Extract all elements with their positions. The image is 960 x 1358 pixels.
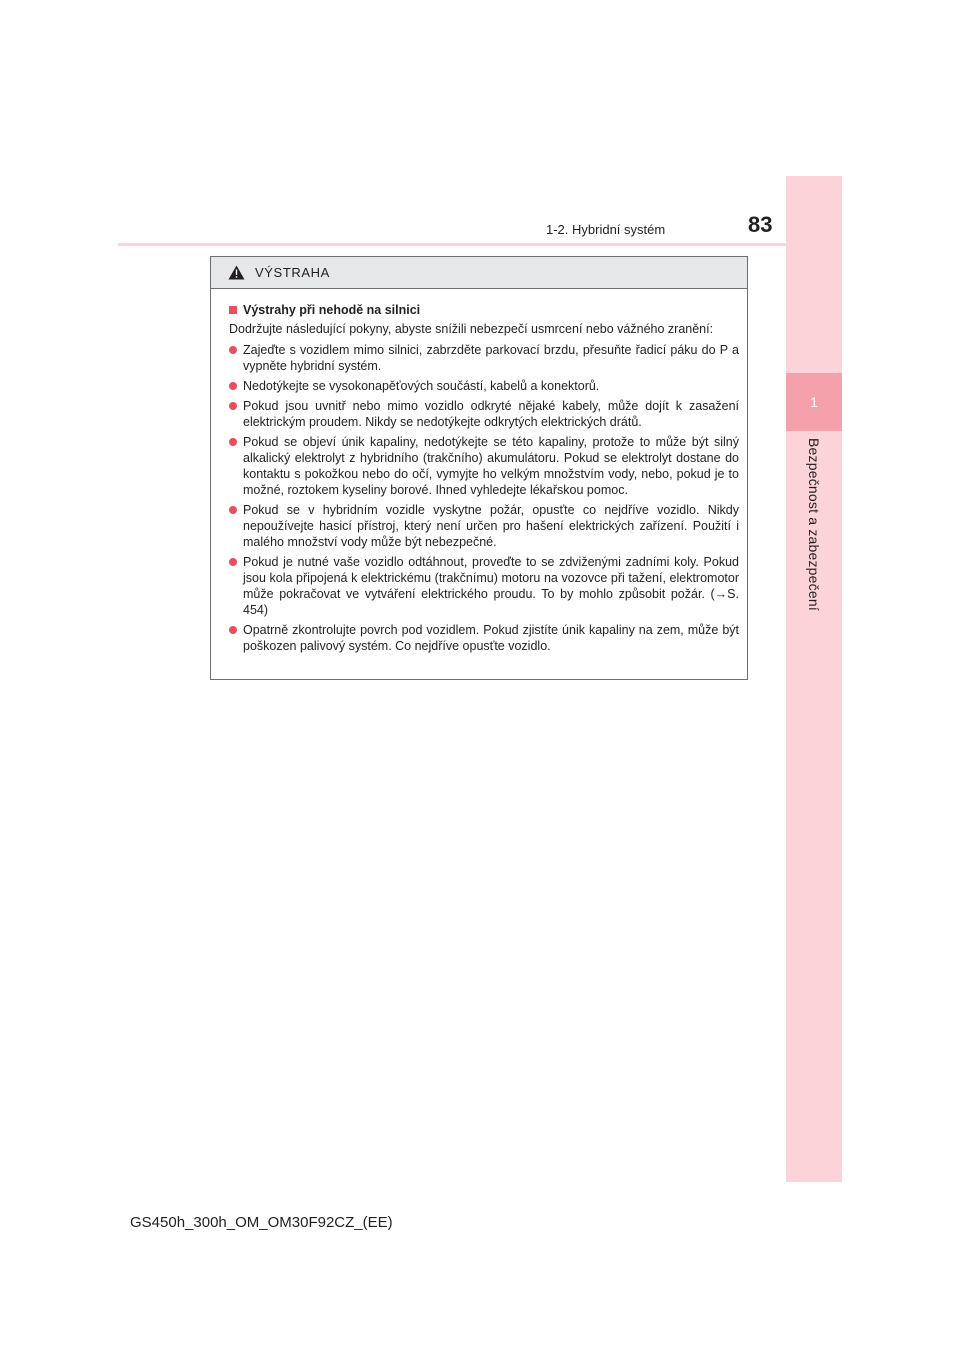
page-number: 83 [748,212,773,237]
warning-box [210,256,748,680]
list-item-text: Pokud se v hybridním vozidle vyskytne požár, opusťte co nejdříve vozidlo. Nikdy nepoužívejte hasicí přístroj, který není určen pro hašení elektrických zařízení. Použití i malého množství vody může být nebezpečné. [243,503,739,549]
list-item-text: Zajeďte s vozidlem mimo silnici, zabrzděte parkovací brzdu, přesuňte řadicí páku do P a vypněte hybridní systém. [243,343,739,373]
square-bullet-icon [229,306,237,314]
list-item [229,342,739,374]
warning-header [211,257,747,289]
bullet-dot-icon [229,506,237,514]
list-item-text: Pokud se objeví únik kapaliny, nedotýkejte se této kapaliny, protože to může být silný alkalický elektrolyt z hybridního (trakčního) akumulátoru. Pokud se elektrolyt dostane do kontaktu s pokožkou nebo do očí, vymyjte ho velkým množstvím vody, nebo, pokud je to možné, roztokem kyseliny borové. Ihned vyhledejte lékařskou pomoc. [243,435,739,497]
warning-triangle-icon [228,265,245,280]
chapter-number: 1 [786,373,842,431]
bullet-dot-icon [229,558,237,566]
warning-subheading-text: Výstrahy při nehodě na silnici [243,303,421,317]
list-item-text: Nedotýkejte se vysokonapěťových součástí, kabelů a konektorů. [243,379,600,393]
warning-body [211,289,747,654]
list-item-text: Pokud je nutné vaše vozidlo odtáhnout, proveďte to se zdviženými zadními koly. Pokud jsou kola připojená k elektrickému (trakčnímu) motoru na vozovce při tažení, elektromotor může pokračovat ve vytváření elektrického proudu. To by mohlo způsobit požár. (→S. 454) [243,555,739,617]
warning-intro: Dodržujte následující pokyny, abyste snížili nebezpečí usmrcení nebo vážného zranění: [229,322,714,336]
list-item-text: Opatrně zkontrolujte povrch pod vozidlem. Pokud zjistíte únik kapaliny na zem, může být poškozen palivový systém. Co nejdříve opusťte vozidlo. [243,623,739,653]
bullet-dot-icon [229,626,237,634]
side-tab [786,176,842,1182]
chapter-title [786,438,842,668]
bullet-dot-icon [229,346,237,354]
bullet-dot-icon [229,438,237,446]
header-divider [118,243,842,246]
warning-subheading [229,302,739,318]
chapter-title-text: Bezpečnost a zabezpečení [806,438,822,611]
list-item [229,378,739,394]
list-item [229,398,739,430]
bullet-dot-icon [229,382,237,390]
footer-code: GS450h_300h_OM_OM30F92CZ_(EE) [130,1214,393,1231]
list-item-text: Pokud jsou uvnitř nebo mimo vozidlo odkryté nějaké kabely, může dojít k zasažení elektrickým proudem. Nikdy se nedotýkejte odkrytých elektrických drátů. [243,399,739,429]
list-item [229,502,739,550]
section-title: 1-2. Hybridní systém [546,222,666,237]
list-item [229,434,739,498]
list-item [229,554,739,618]
bullet-dot-icon [229,402,237,410]
warning-title: VÝSTRAHA [255,265,330,280]
list-item [229,622,739,654]
